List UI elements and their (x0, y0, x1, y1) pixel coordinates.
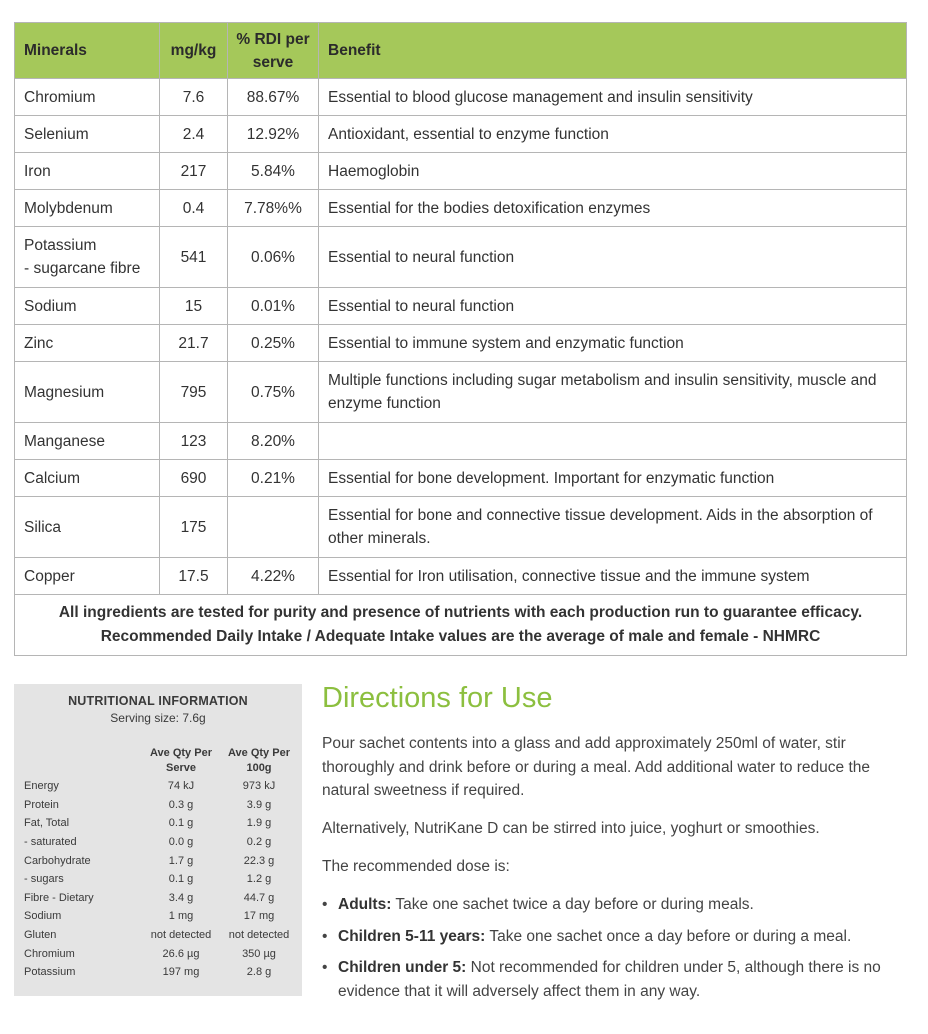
mineral-rdi: 8.20% (228, 423, 319, 460)
nutrient-per-100g: 1.2 g (246, 873, 272, 886)
nutrient-label: Fibre - Dietary (24, 891, 94, 904)
table-row (15, 288, 907, 325)
mineral-name: Chromium (15, 79, 160, 116)
list-item (322, 893, 908, 917)
footnote-row (15, 595, 907, 656)
nutrition-row (24, 851, 297, 870)
mineral-name: Iron (15, 153, 160, 190)
nutrient-per-serve: 74 kJ (167, 780, 195, 793)
mineral-benefit: Essential for the bodies detoxification enzymes (319, 190, 907, 227)
header-per-serve: Ave Qty Per Serve (150, 747, 212, 774)
nutrient-label: - sugars (24, 873, 64, 886)
mineral-name: Molybdenum (15, 190, 160, 227)
table-row (15, 460, 907, 497)
bullet-icon: • (322, 959, 328, 976)
dose-text: Not recommended for children under 5, although there is no evidence that it will adversely affect them in any way. (338, 959, 881, 1000)
table-row (15, 497, 907, 558)
nutrient-per-100g: not detected (228, 929, 290, 942)
nutrient-label: Sodium (24, 910, 62, 923)
mineral-benefit (319, 423, 907, 460)
mineral-rdi: 12.92% (228, 116, 319, 153)
nutrient-label: Fat, Total (24, 817, 70, 830)
mineral-name: Sodium (15, 288, 160, 325)
nutrient-per-100g: 22.3 g (243, 854, 275, 867)
mineral-rdi: 88.67% (228, 79, 319, 116)
bullet-icon: • (322, 896, 328, 913)
nutrient-per-serve: 1.7 g (168, 854, 194, 867)
nutrient-per-100g: 973 kJ (242, 780, 276, 793)
table-row (15, 79, 907, 116)
mineral-rdi: 0.25% (228, 325, 319, 362)
nutrition-row (24, 814, 297, 833)
nutrient-label: Energy (24, 780, 59, 793)
directions-para-1: Pour sachet contents into a glass and add approximately 250ml of water, stir thoroughly and drink before or during a meal. Add additional water to reduce the natural sweetness if required. (322, 735, 871, 799)
nutrient-label: Carbohydrate (24, 854, 91, 867)
nutrient-label: Protein (24, 798, 59, 811)
nutrition-row (24, 963, 297, 982)
mineral-name: Calcium (15, 460, 160, 497)
mineral-mgkg: 217 (160, 153, 228, 190)
mineral-benefit: Essential for bone development. Important for enzymatic function (319, 460, 907, 497)
nutrient-per-serve: 1 mg (168, 910, 194, 923)
mineral-rdi (228, 497, 319, 558)
header-benefit: Benefit (319, 23, 907, 79)
nutrient-per-serve: 3.4 g (168, 891, 194, 904)
mineral-mgkg: 541 (160, 227, 228, 288)
nutrient-per-100g: 350 µg (242, 947, 276, 960)
nutrient-per-100g: 2.8 g (246, 966, 272, 979)
header-minerals: Minerals (15, 23, 160, 79)
mineral-mgkg: 795 (160, 362, 228, 423)
nutrient-label: Chromium (24, 947, 75, 960)
nutrient-per-serve: 197 mg (162, 966, 200, 979)
dose-text: Take one sachet once a day before or during a meal. (485, 927, 852, 945)
mineral-name-sub: - sugarcane fibre (24, 260, 141, 277)
nutrient-label: - saturated (24, 836, 77, 849)
mineral-benefit: Antioxidant, essential to enzyme function (319, 116, 907, 153)
mineral-rdi: 7.78%% (228, 190, 319, 227)
nutrient-per-serve: 26.6 µg (162, 947, 200, 960)
table-row (15, 227, 907, 288)
dose-label: Adults: (338, 896, 392, 913)
mineral-name: Potassium (24, 237, 97, 254)
table-row (15, 190, 907, 227)
table-row (15, 325, 907, 362)
dose-label: Children 5-11 years: (338, 927, 486, 945)
mineral-mgkg: 15 (160, 288, 228, 325)
mineral-mgkg: 17.5 (160, 558, 228, 595)
mineral-mgkg: 7.6 (160, 79, 228, 116)
nutrition-row (24, 777, 297, 796)
mineral-benefit: Essential to neural function (319, 288, 907, 325)
mineral-rdi: 0.06% (228, 227, 319, 288)
dose-list (322, 893, 908, 1003)
directions-title: Directions for Use (322, 682, 553, 714)
mineral-benefit: Essential for bone and connective tissue development. Aids in the absorption of other minerals. (319, 497, 907, 558)
nutrient-per-100g: 44.7 g (243, 891, 275, 904)
dose-text: Take one sachet twice a day before or during meals. (391, 896, 754, 913)
mineral-mgkg: 690 (160, 460, 228, 497)
nutrition-row (24, 796, 297, 815)
footnote-line-1: All ingredients are tested for purity and presence of nutrients with each production run to guarantee efficacy. (58, 604, 863, 621)
mineral-name-cell (15, 227, 160, 288)
nutrient-per-serve: not detected (150, 929, 212, 942)
mineral-benefit: Essential for Iron utilisation, connective tissue and the immune system (319, 558, 907, 595)
nutrition-row (24, 944, 297, 963)
mineral-benefit: Essential to neural function (319, 227, 907, 288)
footnote-line-2: Recommended Daily Intake / Adequate Intake values are the average of male and female - NHMRC (100, 628, 821, 645)
table-row (15, 423, 907, 460)
mineral-benefit: Essential to blood glucose management and insulin sensitivity (319, 79, 907, 116)
header-per-100g: Ave Qty Per 100g (228, 747, 290, 774)
mineral-rdi: 0.75% (228, 362, 319, 423)
nutrient-per-serve: 0.0 g (168, 836, 194, 849)
mineral-mgkg: 123 (160, 423, 228, 460)
dose-label: Children under 5: (338, 959, 467, 976)
mineral-mgkg: 175 (160, 497, 228, 558)
table-row (15, 362, 907, 423)
bullet-icon: • (322, 927, 328, 945)
directions-para-2: Alternatively, NutriKane D can be stirred into juice, yoghurt or smoothies. (322, 820, 820, 837)
nutrition-row (24, 926, 297, 945)
directions-section (322, 680, 908, 1000)
mineral-mgkg: 0.4 (160, 190, 228, 227)
mineral-rdi: 0.01% (228, 288, 319, 325)
mineral-mgkg: 21.7 (160, 325, 228, 362)
mineral-rdi: 5.84% (228, 153, 319, 190)
nutrient-label: Potassium (24, 966, 76, 979)
nutrient-per-100g: 1.9 g (246, 817, 272, 830)
nutrition-row (24, 889, 297, 908)
list-item (322, 956, 908, 1003)
nutrient-label: Gluten (24, 929, 57, 942)
list-item (322, 925, 908, 949)
nutrition-label-header (24, 745, 141, 777)
nutrition-header-row (24, 745, 297, 777)
nutrition-row (24, 907, 297, 926)
mineral-name: Manganese (15, 423, 160, 460)
mineral-benefit: Haemoglobin (319, 153, 907, 190)
mineral-name: Copper (15, 558, 160, 595)
mineral-rdi: 4.22% (228, 558, 319, 595)
nutrition-table (24, 745, 297, 982)
table-footnote (15, 595, 907, 656)
directions-para-3: The recommended dose is: (322, 858, 510, 875)
table-row (15, 558, 907, 595)
nutrient-per-serve: 0.1 g (168, 817, 194, 830)
mineral-name: Magnesium (15, 362, 160, 423)
header-mgkg: mg/kg (160, 23, 228, 79)
nutrient-per-100g: 17 mg (243, 910, 275, 923)
serving-size: Serving size: 7.6g (110, 711, 206, 725)
mineral-benefit: Essential to immune system and enzymatic function (319, 325, 907, 362)
nutrition-row (24, 870, 297, 889)
nutrient-per-100g: 0.2 g (246, 836, 272, 849)
mineral-mgkg: 2.4 (160, 116, 228, 153)
nutrition-title: NUTRITIONAL INFORMATION (68, 694, 248, 708)
mineral-name: Selenium (15, 116, 160, 153)
nutrition-panel (14, 684, 302, 996)
nutrient-per-100g: 3.9 g (246, 798, 272, 811)
minerals-table (14, 22, 907, 656)
minerals-header-row (15, 23, 907, 79)
mineral-name: Zinc (15, 325, 160, 362)
header-rdi: % RDI per serve (228, 23, 319, 79)
mineral-benefit: Multiple functions including sugar metabolism and insulin sensitivity, muscle and enzyme function (319, 362, 907, 423)
mineral-rdi: 0.21% (228, 460, 319, 497)
nutrient-per-serve: 0.1 g (168, 873, 194, 886)
nutrition-row (24, 833, 297, 852)
nutrient-per-serve: 0.3 g (168, 798, 194, 811)
mineral-name: Silica (15, 497, 160, 558)
table-row (15, 153, 907, 190)
table-row (15, 116, 907, 153)
